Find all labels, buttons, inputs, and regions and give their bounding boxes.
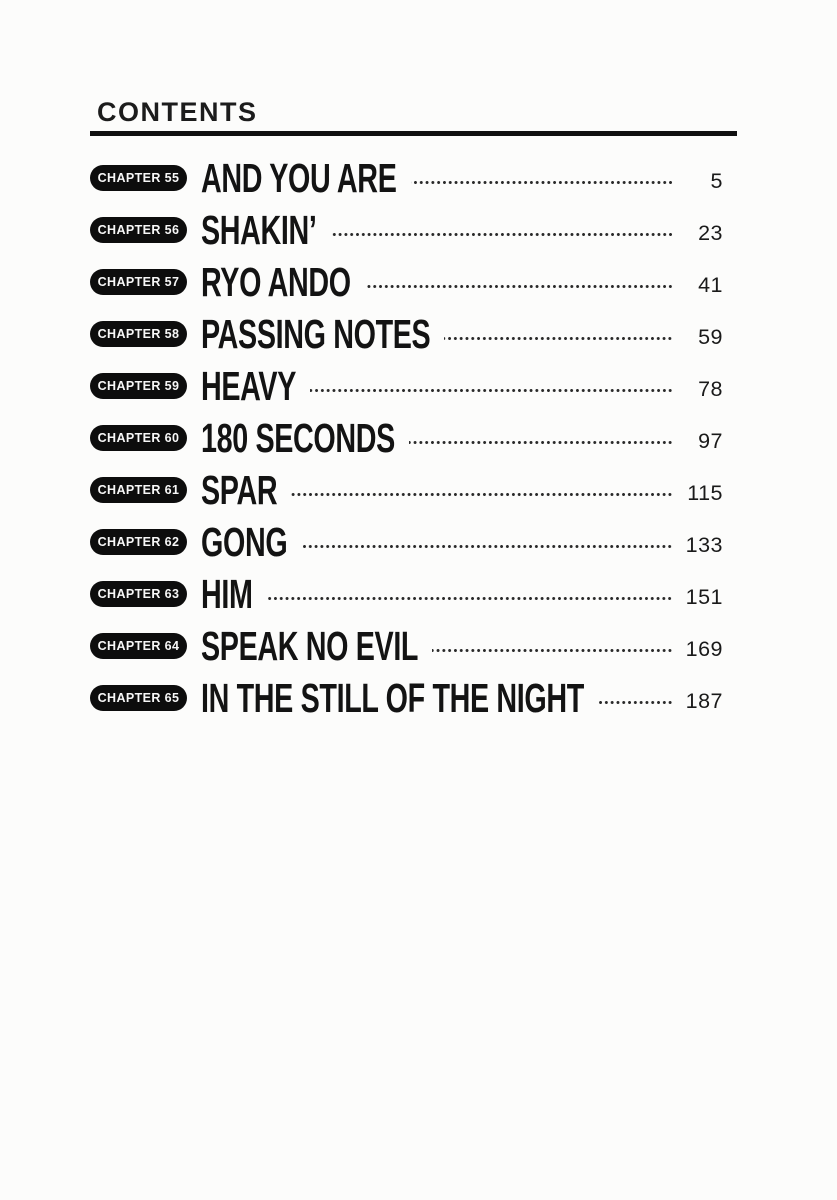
- page-number: 78: [698, 376, 723, 401]
- chapter-badge: CHAPTER 58: [90, 321, 187, 347]
- page-number: 97: [698, 428, 723, 453]
- dot-leader: [301, 544, 673, 549]
- page-number: 151: [685, 584, 723, 609]
- page-number: 5: [710, 168, 723, 193]
- page-number: 115: [687, 480, 723, 505]
- toc-list: [90, 152, 723, 724]
- chapter-title: SHAKIN’: [201, 206, 317, 253]
- chapter-title: GONG: [201, 518, 288, 565]
- chapter-title: PASSING NOTES: [201, 310, 431, 357]
- toc-row: [90, 308, 723, 360]
- chapter-badge: CHAPTER 56: [90, 217, 187, 243]
- chapter-title: SPAR: [201, 466, 278, 513]
- chapter-title: AND YOU ARE: [201, 154, 397, 201]
- toc-row: [90, 204, 723, 256]
- page-number: 133: [685, 532, 723, 557]
- toc-row: [90, 256, 723, 308]
- dot-leader: [598, 700, 673, 705]
- chapter-badge: CHAPTER 65: [90, 685, 187, 711]
- chapter-title: 180 SECONDS: [201, 414, 395, 461]
- toc-row: [90, 568, 723, 620]
- toc-row: [90, 672, 723, 724]
- page-number: 59: [698, 324, 723, 349]
- toc-row: [90, 152, 723, 204]
- chapter-badge: CHAPTER 64: [90, 633, 187, 659]
- dot-leader: [331, 232, 673, 237]
- chapter-badge: CHAPTER 62: [90, 529, 187, 555]
- chapter-badge: CHAPTER 61: [90, 477, 187, 503]
- chapter-title: RYO ANDO: [201, 258, 351, 305]
- page-number: 187: [685, 688, 723, 713]
- page-number: 41: [698, 272, 723, 297]
- dot-leader: [444, 336, 673, 341]
- chapter-title: IN THE STILL OF THE NIGHT: [201, 674, 584, 721]
- dot-leader: [411, 180, 673, 185]
- toc-row: [90, 464, 723, 516]
- dot-leader: [432, 648, 673, 653]
- dot-leader: [266, 596, 673, 601]
- dot-leader: [409, 440, 673, 445]
- chapter-badge: CHAPTER 63: [90, 581, 187, 607]
- page-title: CONTENTS: [97, 97, 258, 127]
- chapter-badge: CHAPTER 57: [90, 269, 187, 295]
- chapter-title: SPEAK NO EVIL: [201, 622, 419, 669]
- chapter-title: HIM: [201, 570, 253, 617]
- dot-leader: [291, 492, 673, 497]
- chapter-title: HEAVY: [201, 362, 297, 409]
- chapter-badge: CHAPTER 60: [90, 425, 187, 451]
- title-underline: [90, 131, 737, 136]
- toc-row: [90, 516, 723, 568]
- dot-leader: [365, 284, 673, 289]
- toc-row: [90, 360, 723, 412]
- chapter-badge: CHAPTER 59: [90, 373, 187, 399]
- toc-row: [90, 412, 723, 464]
- toc-row: [90, 620, 723, 672]
- page-number: 23: [698, 220, 723, 245]
- page-number: 169: [685, 636, 723, 661]
- chapter-badge: CHAPTER 55: [90, 165, 187, 191]
- dot-leader: [310, 388, 673, 393]
